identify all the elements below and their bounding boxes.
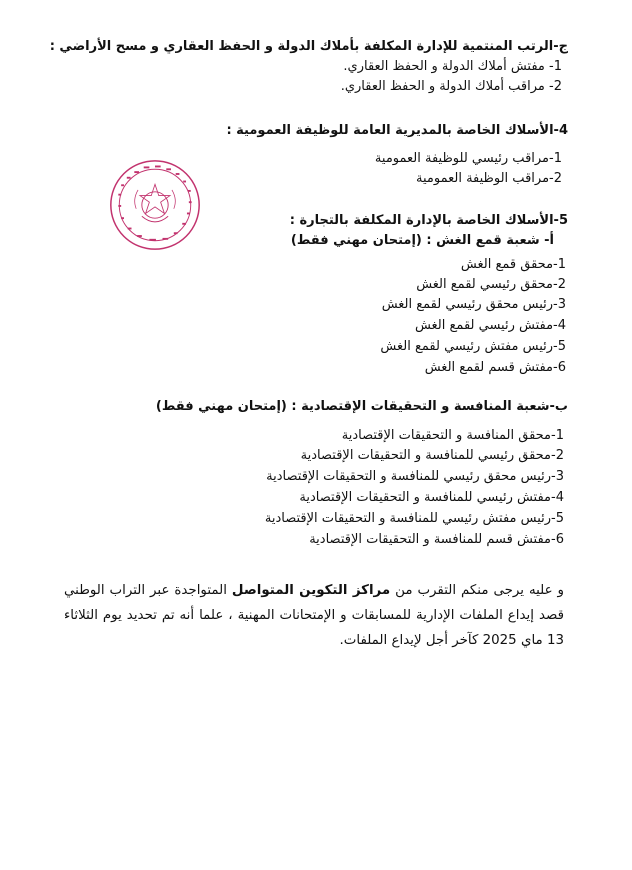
section-5a-item-5: 5-رئيس مفتش رئيسي لقمع الغش: [380, 339, 566, 354]
section-4-item-1: 1-مراقب رئيسي للوظيفة العمومية: [374, 151, 562, 166]
section-5a-item-4: 4-مفتش رئيسي لقمع الغش: [414, 318, 566, 333]
official-stamp: [108, 158, 202, 252]
section-c-item-2: 2- مراقب أملاك الدولة و الحفظ العقاري.: [340, 79, 562, 94]
closing-text-1: و عليه يرجى منكم التقرب من: [390, 583, 565, 598]
section-5b-item-5: 5-رئيس مفتش رئيسي للمنافسة و التحقيقات الإقتصادية: [264, 511, 564, 526]
section-5a-item-2: 2-محقق رئيسي لقمع الغش: [416, 277, 566, 292]
section-5b-item-4: 4-مفتش رئيسي للمنافسة و التحقيقات الإقتصادية: [299, 490, 564, 505]
section-5b-item-1: 1-محقق المنافسة و التحقيقات الإقتصادية: [341, 428, 564, 443]
closing-text-2: المتواجدة عبر التراب الوطني قصد إيداع الملفات الإدارية للمسابقات و الإمتحانات المهنية ، علما أنه تم تحديد يوم الثلاثاء 13 ماي 2025 كآخر أجل لإيداع الملفات.: [64, 583, 564, 648]
section-5b-item-2: 2-محقق رئيسي للمنافسة و التحقيقات الإقتصادية: [300, 448, 564, 463]
section-5a-item-1: 1-محقق قمع الغش: [460, 257, 566, 272]
section-4-heading: 4-الأسلاك الخاصة بالمديرية العامة للوظيفة العمومية :: [226, 123, 568, 138]
section-4-item-2: 2-مراقب الوظيفة العمومية: [416, 171, 562, 186]
section-5a-heading: أ- شعبة قمع الغش : (إمتحان مهني فقط): [290, 233, 554, 248]
section-c-heading: ج-الرتب المنتمية للإدارة المكلفة بأملاك الدولة و الحفظ العقاري و مسح الأراضي :: [49, 39, 568, 54]
section-5a-item-6: 6-مفتش قسم لقمع الغش: [424, 360, 566, 375]
section-5b-heading: ب-شعبة المنافسة و التحقيقات الإقتصادية : (إمتحان مهني فقط): [155, 399, 568, 414]
closing-bold-centers: مراكز التكوين المتواصل: [231, 583, 391, 598]
section-5-heading: 5-الأسلاك الخاصة بالإدارة المكلفة بالتجارة :: [289, 213, 568, 228]
section-5a-item-3: 3-رئيس محقق رئيسي لقمع الغش: [381, 297, 566, 312]
closing-paragraph: [64, 578, 564, 653]
section-c-item-1: 1- مفتش أملاك الدولة و الحفظ العقاري.: [343, 59, 562, 74]
section-5b-item-6: 6-مفتش قسم للمنافسة و التحقيقات الإقتصادية: [309, 532, 564, 547]
section-5b-item-3: 3-رئيس محقق رئيسي للمنافسة و التحقيقات الإقتصادية: [266, 469, 564, 484]
